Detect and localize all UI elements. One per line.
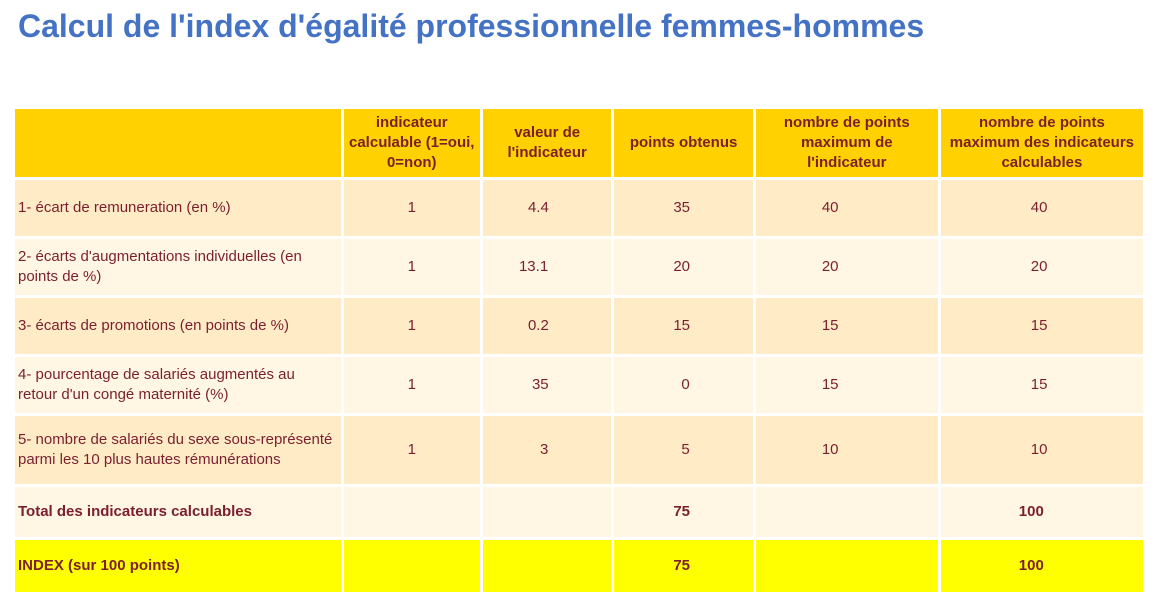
cell-max-points: 40 xyxy=(756,180,938,236)
index-points: 75 xyxy=(614,540,752,592)
cell-calculable: 1 xyxy=(344,357,480,413)
empty-cell xyxy=(756,487,938,537)
total-label: Total des indicateurs calculables xyxy=(15,487,341,537)
header-max-points: nombre de points maximum de l'indicateur xyxy=(756,109,938,177)
cell-value: 3 xyxy=(483,416,611,484)
table-row xyxy=(15,357,1143,413)
cell-max-points-all: 15 xyxy=(941,298,1143,354)
total-points: 75 xyxy=(614,487,752,537)
row-label: 5- nombre de salariés du sexe sous-représenté parmi les 10 plus hautes rémunérations xyxy=(15,416,341,484)
index-label: INDEX (sur 100 points) xyxy=(15,540,341,592)
cell-points: 0 xyxy=(614,357,752,413)
header-value: valeur de l'indicateur xyxy=(483,109,611,177)
cell-max-points: 10 xyxy=(756,416,938,484)
index-table xyxy=(12,106,1146,595)
cell-max-points-all: 15 xyxy=(941,357,1143,413)
cell-value: 35 xyxy=(483,357,611,413)
cell-points: 20 xyxy=(614,239,752,295)
cell-max-points: 15 xyxy=(756,298,938,354)
cell-calculable: 1 xyxy=(344,180,480,236)
cell-max-points-all: 10 xyxy=(941,416,1143,484)
cell-points: 15 xyxy=(614,298,752,354)
cell-calculable: 1 xyxy=(344,298,480,354)
header-points: points obtenus xyxy=(614,109,752,177)
empty-cell xyxy=(756,540,938,592)
total-max-points-all: 100 xyxy=(941,487,1143,537)
cell-max-points: 15 xyxy=(756,357,938,413)
empty-cell xyxy=(344,540,480,592)
header-label xyxy=(15,109,341,177)
row-label: 2- écarts d'augmentations individuelles (en points de %) xyxy=(15,239,341,295)
table-row xyxy=(15,298,1143,354)
cell-value: 0.2 xyxy=(483,298,611,354)
table-row xyxy=(15,239,1143,295)
index-row xyxy=(15,540,1143,592)
header-calculable: indicateur calculable (1=oui, 0=non) xyxy=(344,109,480,177)
cell-calculable: 1 xyxy=(344,416,480,484)
cell-max-points-all: 20 xyxy=(941,239,1143,295)
row-label: 1- écart de remuneration (en %) xyxy=(15,180,341,236)
cell-calculable: 1 xyxy=(344,239,480,295)
empty-cell xyxy=(483,487,611,537)
cell-max-points-all: 40 xyxy=(941,180,1143,236)
header-max-points-all: nombre de points maximum des indicateurs calculables xyxy=(941,109,1143,177)
row-label: 4- pourcentage de salariés augmentés au retour d'un congé maternité (%) xyxy=(15,357,341,413)
table-row xyxy=(15,416,1143,484)
empty-cell xyxy=(344,487,480,537)
index-max-points-all: 100 xyxy=(941,540,1143,592)
cell-value: 4.4 xyxy=(483,180,611,236)
row-label: 3- écarts de promotions (en points de %) xyxy=(15,298,341,354)
page-title: Calcul de l'index d'égalité professionnelle femmes-hommes xyxy=(18,8,925,44)
cell-max-points: 20 xyxy=(756,239,938,295)
cell-value: 13.1 xyxy=(483,239,611,295)
empty-cell xyxy=(483,540,611,592)
total-row xyxy=(15,487,1143,537)
table-row xyxy=(15,180,1143,236)
cell-points: 5 xyxy=(614,416,752,484)
table-header-row xyxy=(15,109,1143,177)
cell-points: 35 xyxy=(614,180,752,236)
